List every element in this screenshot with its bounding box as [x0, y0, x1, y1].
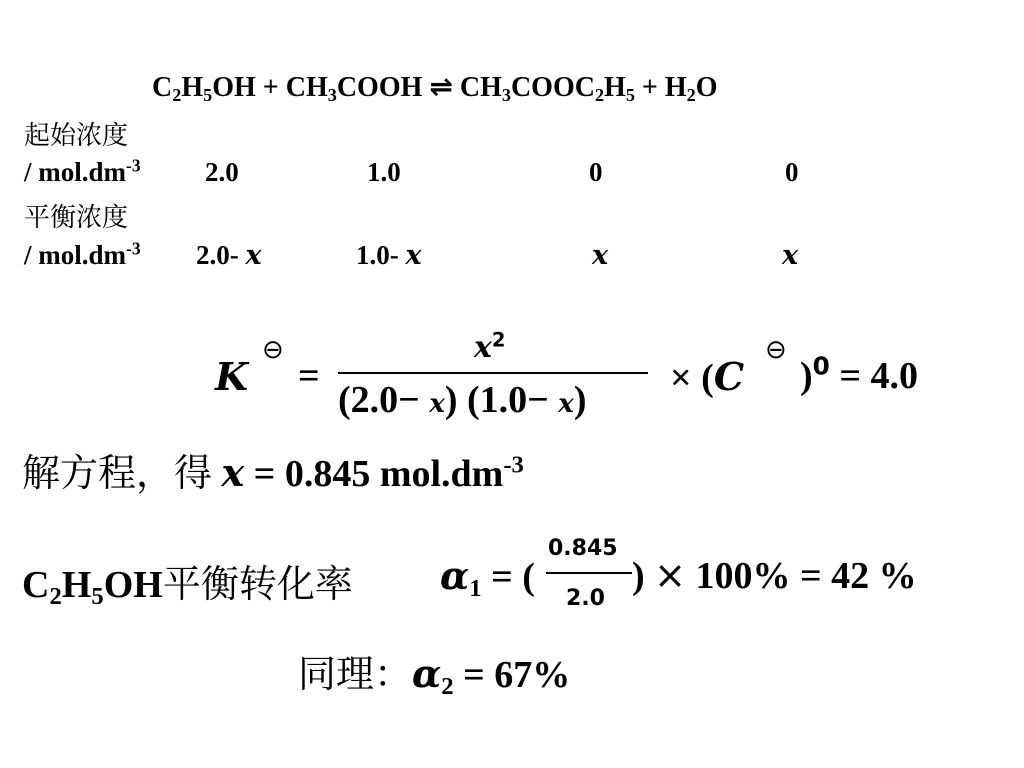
reaction-equation: $C_2H_5OH$ + $CH_3COOH$ ⇌ $CH_3COOC_2H_5 + H_2O$	[152, 70, 718, 106]
initial-value-water: 0	[785, 157, 799, 187]
standard-state-icon: ⊖	[765, 335, 787, 365]
equilibrium-value-ester: x	[592, 240, 609, 271]
initial-value-ester: 0	[589, 157, 603, 187]
initial-unit: / $mol.dm^{-3}$	[24, 155, 141, 187]
equilibrium-value-water: x	[782, 240, 799, 271]
initial-value-acetic-acid: 1.0	[367, 157, 401, 187]
initial-concentration-label: 起始浓度	[24, 121, 129, 151]
plus-sign: +	[641, 72, 658, 103]
conversion-result: ) × 100% = 42 %	[632, 553, 917, 597]
k-fraction-line	[338, 372, 648, 374]
k-times-c: × (C	[670, 354, 745, 399]
alpha-1: $\alpha_1$ = (	[440, 553, 535, 602]
plus-sign: +	[262, 72, 279, 103]
k-numerator: $x^2$	[474, 328, 506, 365]
k-equals: =	[298, 355, 320, 397]
conversion-line: $C_2H_5OH$平衡转化率	[22, 562, 353, 610]
equilibrium-constant-symbol: K	[215, 354, 249, 399]
k-denominator: (2.0− x) (1.0− x)	[338, 379, 587, 421]
equilibrium-unit: / $mol.dm^{-3}$	[24, 238, 141, 270]
conversion-denominator: 2.0	[566, 586, 605, 611]
conversion-fraction-line	[546, 572, 632, 574]
k-exponent-part: )$^0$ = 4.0	[800, 351, 918, 397]
similarly-line: 同理：$\alpha_2 = 67\%$	[298, 651, 571, 700]
equilibrium-value-acetic-acid: 1.0- x	[356, 240, 422, 271]
equilibrium-arrow-icon: ⇌	[429, 70, 453, 103]
standard-state-icon: ⊖	[262, 335, 284, 365]
solve-line: 解方程，得 x = 0.845 $mol.dm^{-3}$	[22, 450, 524, 495]
conversion-numerator: 0.845	[548, 536, 618, 561]
initial-value-ethanol: 2.0	[205, 157, 239, 187]
equilibrium-value-ethanol: 2.0- x	[196, 240, 262, 271]
equilibrium-concentration-label: 平衡浓度	[24, 203, 129, 233]
